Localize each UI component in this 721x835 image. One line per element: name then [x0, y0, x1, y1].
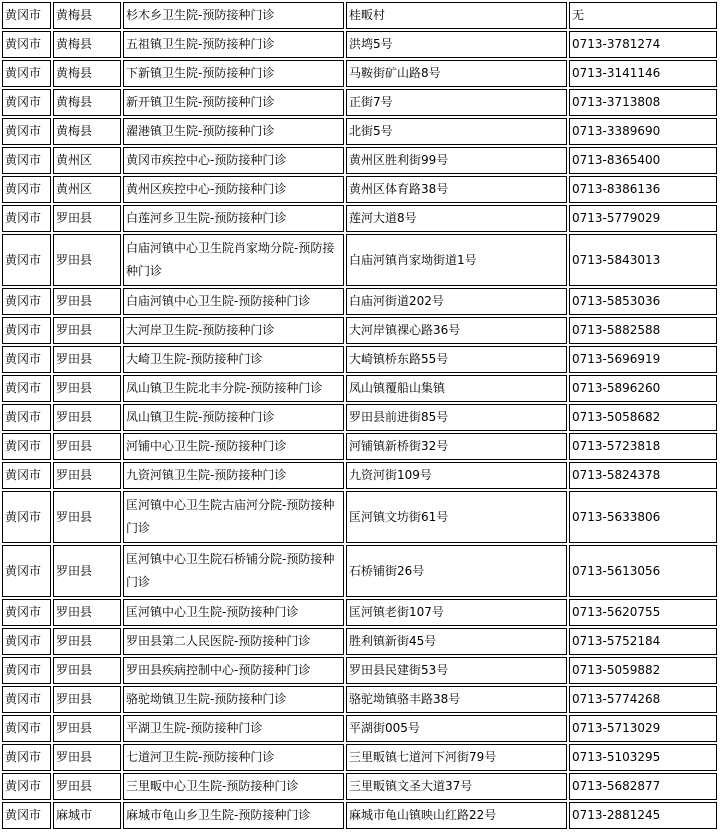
clinic-name-cell: 白庙河镇中心卫生院肖家坳分院-预防接种门诊 [123, 234, 344, 286]
city-cell: 黄冈市 [2, 404, 51, 431]
address-cell: 桂畈村 [346, 2, 567, 29]
county-cell: 罗田县 [53, 375, 121, 402]
address-cell: 凤山镇覆船山集镇 [346, 375, 567, 402]
table-row [2, 317, 717, 344]
phone-cell: 0713-5058682 [569, 404, 717, 431]
table-row [2, 404, 717, 431]
city-cell: 黄冈市 [2, 60, 51, 87]
county-cell: 黄州区 [53, 176, 121, 203]
address-cell: 大崎镇桥东路55号 [346, 346, 567, 373]
city-cell: 黄冈市 [2, 599, 51, 626]
clinic-name-cell: 七道河卫生院-预防接种门诊 [123, 744, 344, 771]
address-cell: 北街5号 [346, 118, 567, 145]
city-cell: 黄冈市 [2, 89, 51, 116]
address-cell: 匡河镇文坊街61号 [346, 491, 567, 543]
clinic-name-cell: 匡河镇中心卫生院石桥铺分院-预防接种门诊 [123, 545, 344, 597]
county-cell: 罗田县 [53, 317, 121, 344]
city-cell: 黄冈市 [2, 288, 51, 315]
clinic-name-cell: 匡河镇中心卫生院古庙河分院-预防接种门诊 [123, 491, 344, 543]
city-cell: 黄冈市 [2, 176, 51, 203]
address-cell: 白庙河镇肖家坳街道1号 [346, 234, 567, 286]
phone-cell: 0713-5779029 [569, 205, 717, 232]
clinic-name-cell: 黄冈市疾控中心-预防接种门诊 [123, 147, 344, 174]
city-cell: 黄冈市 [2, 802, 51, 829]
phone-cell: 无 [569, 2, 717, 29]
address-cell: 大河岸镇裸心路36号 [346, 317, 567, 344]
table-row [2, 234, 717, 286]
county-cell: 罗田县 [53, 234, 121, 286]
phone-cell: 0713-5059882 [569, 657, 717, 684]
city-cell: 黄冈市 [2, 462, 51, 489]
table-row [2, 744, 717, 771]
address-cell: 平湖街005号 [346, 715, 567, 742]
phone-cell: 0713-5752184 [569, 628, 717, 655]
clinic-name-cell: 五祖镇卫生院-预防接种门诊 [123, 31, 344, 58]
city-cell: 黄冈市 [2, 773, 51, 800]
table-row [2, 147, 717, 174]
city-cell: 黄冈市 [2, 686, 51, 713]
city-cell: 黄冈市 [2, 744, 51, 771]
table-row [2, 491, 717, 543]
phone-cell: 0713-2881245 [569, 802, 717, 829]
table-row [2, 31, 717, 58]
table-row [2, 657, 717, 684]
table-row [2, 205, 717, 232]
address-cell: 洪塆5号 [346, 31, 567, 58]
phone-cell: 0713-5613056 [569, 545, 717, 597]
phone-cell: 0713-5696919 [569, 346, 717, 373]
phone-cell: 0713-3141146 [569, 60, 717, 87]
table-row [2, 2, 717, 29]
city-cell: 黄冈市 [2, 715, 51, 742]
table-row [2, 773, 717, 800]
phone-cell: 0713-5843013 [569, 234, 717, 286]
address-cell: 黄州区体育路38号 [346, 176, 567, 203]
county-cell: 罗田县 [53, 433, 121, 460]
city-cell: 黄冈市 [2, 147, 51, 174]
city-cell: 黄冈市 [2, 433, 51, 460]
phone-cell: 0713-5620755 [569, 599, 717, 626]
address-cell: 三里畈镇七道河下河街79号 [346, 744, 567, 771]
clinic-name-cell: 大河岸卫生院-预防接种门诊 [123, 317, 344, 344]
table-row [2, 802, 717, 829]
table-row [2, 545, 717, 597]
city-cell: 黄冈市 [2, 205, 51, 232]
address-cell: 麻城市龟山镇映山红路22号 [346, 802, 567, 829]
city-cell: 黄冈市 [2, 375, 51, 402]
address-cell: 白庙河街道202号 [346, 288, 567, 315]
county-cell: 黄梅县 [53, 89, 121, 116]
phone-cell: 0713-3389690 [569, 118, 717, 145]
phone-cell: 0713-5103295 [569, 744, 717, 771]
table-row [2, 599, 717, 626]
phone-cell: 0713-5723818 [569, 433, 717, 460]
table-row [2, 176, 717, 203]
county-cell: 罗田县 [53, 205, 121, 232]
clinic-name-cell: 白庙河镇中心卫生院-预防接种门诊 [123, 288, 344, 315]
county-cell: 罗田县 [53, 657, 121, 684]
county-cell: 麻城市 [53, 802, 121, 829]
address-cell: 九资河街109号 [346, 462, 567, 489]
county-cell: 罗田县 [53, 491, 121, 543]
phone-cell: 0713-5713029 [569, 715, 717, 742]
county-cell: 罗田县 [53, 599, 121, 626]
phone-cell: 0713-3781274 [569, 31, 717, 58]
address-cell: 石桥铺街26号 [346, 545, 567, 597]
phone-cell: 0713-5774268 [569, 686, 717, 713]
city-cell: 黄冈市 [2, 2, 51, 29]
city-cell: 黄冈市 [2, 31, 51, 58]
county-cell: 罗田县 [53, 346, 121, 373]
address-cell: 胜利镇新街45号 [346, 628, 567, 655]
clinic-name-cell: 麻城市龟山乡卫生院-预防接种门诊 [123, 802, 344, 829]
clinic-name-cell: 白莲河乡卫生院-预防接种门诊 [123, 205, 344, 232]
county-cell: 罗田县 [53, 404, 121, 431]
county-cell: 黄梅县 [53, 60, 121, 87]
county-cell: 黄梅县 [53, 2, 121, 29]
table-row [2, 60, 717, 87]
clinic-name-cell: 杉木乡卫生院-预防接种门诊 [123, 2, 344, 29]
table-row [2, 118, 717, 145]
table-row [2, 462, 717, 489]
clinic-name-cell: 凤山镇卫生院-预防接种门诊 [123, 404, 344, 431]
phone-cell: 0713-8386136 [569, 176, 717, 203]
clinic-name-cell: 匡河镇中心卫生院-预防接种门诊 [123, 599, 344, 626]
county-cell: 罗田县 [53, 686, 121, 713]
phone-cell: 0713-3713808 [569, 89, 717, 116]
clinic-name-cell: 黄州区疾控中心-预防接种门诊 [123, 176, 344, 203]
table-row [2, 288, 717, 315]
phone-cell: 0713-5882588 [569, 317, 717, 344]
address-cell: 黄州区胜利街99号 [346, 147, 567, 174]
address-cell: 莲河大道8号 [346, 205, 567, 232]
clinic-name-cell: 骆驼坳镇卫生院-预防接种门诊 [123, 686, 344, 713]
county-cell: 罗田县 [53, 744, 121, 771]
address-cell: 骆驼坳镇骆丰路38号 [346, 686, 567, 713]
table-row [2, 346, 717, 373]
phone-cell: 0713-5633806 [569, 491, 717, 543]
table-row [2, 628, 717, 655]
county-cell: 罗田县 [53, 288, 121, 315]
table-row [2, 89, 717, 116]
table-row [2, 433, 717, 460]
address-cell: 罗田县民建街53号 [346, 657, 567, 684]
city-cell: 黄冈市 [2, 346, 51, 373]
address-cell: 河铺镇新桥街32号 [346, 433, 567, 460]
county-cell: 罗田县 [53, 628, 121, 655]
city-cell: 黄冈市 [2, 118, 51, 145]
city-cell: 黄冈市 [2, 628, 51, 655]
phone-cell: 0713-8365400 [569, 147, 717, 174]
phone-cell: 0713-5896260 [569, 375, 717, 402]
phone-cell: 0713-5682877 [569, 773, 717, 800]
phone-cell: 0713-5853036 [569, 288, 717, 315]
table-row [2, 686, 717, 713]
city-cell: 黄冈市 [2, 234, 51, 286]
city-cell: 黄冈市 [2, 317, 51, 344]
clinic-name-cell: 大崎卫生院-预防接种门诊 [123, 346, 344, 373]
county-cell: 黄州区 [53, 147, 121, 174]
city-cell: 黄冈市 [2, 657, 51, 684]
clinic-name-cell: 濯港镇卫生院-预防接种门诊 [123, 118, 344, 145]
county-cell: 黄梅县 [53, 118, 121, 145]
county-cell: 黄梅县 [53, 31, 121, 58]
clinic-table-body [2, 2, 717, 829]
city-cell: 黄冈市 [2, 491, 51, 543]
address-cell: 正街7号 [346, 89, 567, 116]
clinic-name-cell: 罗田县疾病控制中心-预防接种门诊 [123, 657, 344, 684]
address-cell: 三里畈镇文圣大道37号 [346, 773, 567, 800]
clinic-name-cell: 三里畈中心卫生院-预防接种门诊 [123, 773, 344, 800]
address-cell: 马鞍街矿山路8号 [346, 60, 567, 87]
table-row [2, 375, 717, 402]
city-cell: 黄冈市 [2, 545, 51, 597]
clinic-name-cell: 下新镇卫生院-预防接种门诊 [123, 60, 344, 87]
phone-cell: 0713-5824378 [569, 462, 717, 489]
clinic-name-cell: 凤山镇卫生院北丰分院-预防接种门诊 [123, 375, 344, 402]
address-cell: 罗田县前进街85号 [346, 404, 567, 431]
table-row [2, 715, 717, 742]
county-cell: 罗田县 [53, 715, 121, 742]
clinic-name-cell: 新开镇卫生院-预防接种门诊 [123, 89, 344, 116]
clinic-name-cell: 河铺中心卫生院-预防接种门诊 [123, 433, 344, 460]
clinic-name-cell: 九资河镇卫生院-预防接种门诊 [123, 462, 344, 489]
clinic-name-cell: 罗田县第二人民医院-预防接种门诊 [123, 628, 344, 655]
address-cell: 匡河镇老街107号 [346, 599, 567, 626]
county-cell: 罗田县 [53, 462, 121, 489]
county-cell: 罗田县 [53, 545, 121, 597]
clinic-name-cell: 平湖卫生院-预防接种门诊 [123, 715, 344, 742]
county-cell: 罗田县 [53, 773, 121, 800]
